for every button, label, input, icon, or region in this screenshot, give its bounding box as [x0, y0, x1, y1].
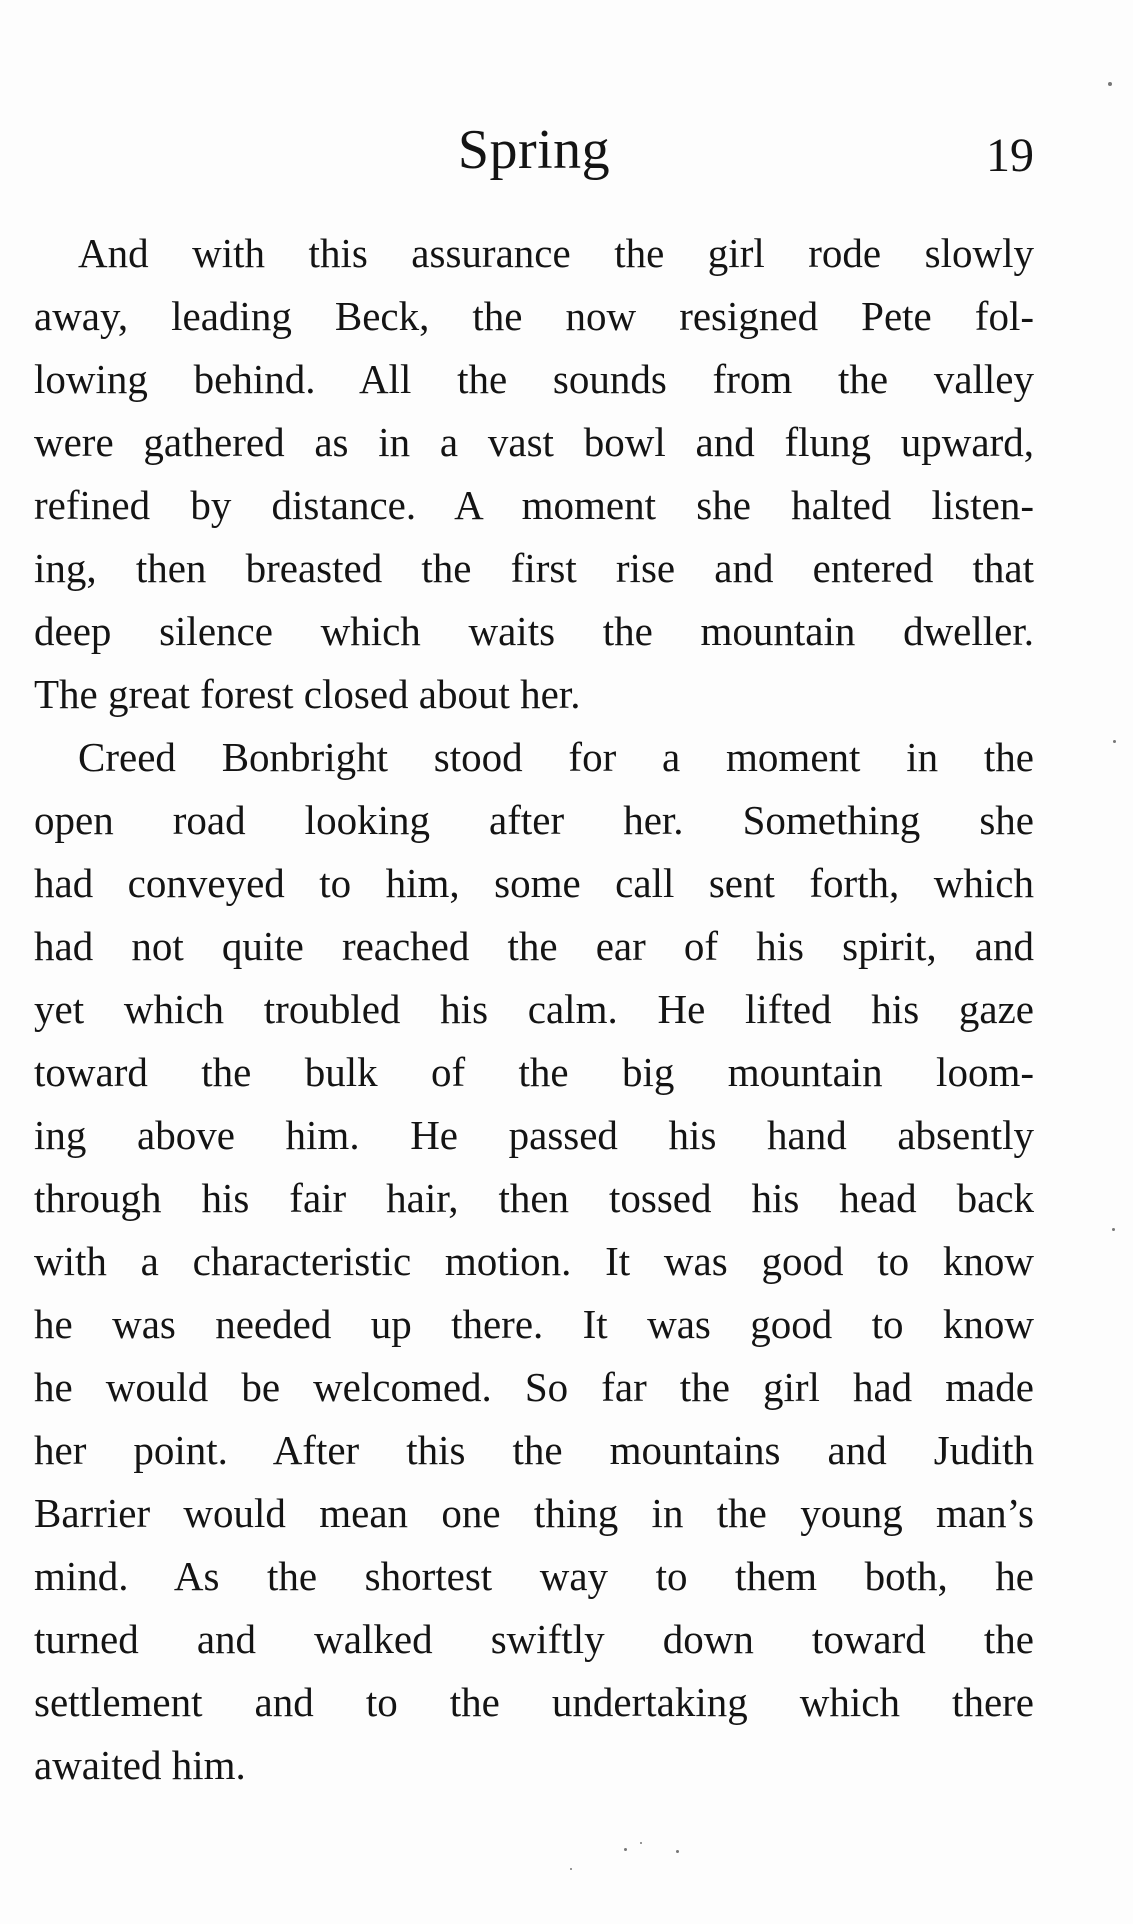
text-line: toward the bulk of the big mountain loom-	[34, 1049, 1034, 1095]
text-line: settlement and to the undertaking which there	[34, 1679, 1034, 1725]
scan-speck	[1108, 82, 1112, 86]
text-line: Barrier would mean one thing in the young man’s	[34, 1490, 1034, 1536]
text-line: had not quite reached the ear of his spirit, and	[34, 923, 1034, 969]
text-line: were gathered as in a vast bowl and flung upward,	[34, 419, 1034, 465]
text-line: turned and walked swiftly down toward the	[34, 1616, 1034, 1662]
text-line: yet which troubled his calm. He lifted his gaze	[34, 986, 1034, 1032]
paragraph-1	[34, 222, 1034, 726]
running-head: Spring	[457, 119, 611, 181]
text-line: with a characteristic motion. It was good to know	[34, 1238, 1034, 1284]
text-line: away, leading Beck, the now resigned Pete fol-	[34, 293, 1034, 339]
text-line: he would be welcomed. So far the girl had made	[34, 1364, 1034, 1410]
page-header	[34, 112, 1034, 188]
text-line: through his fair hair, then tossed his head back	[34, 1175, 1034, 1221]
text-line: And with this assurance the girl rode slowly	[78, 230, 1034, 276]
paragraph-2	[34, 726, 1034, 1797]
text-line: refined by distance. A moment she halted listen-	[34, 482, 1034, 528]
text-line: ing, then breasted the first rise and entered that	[34, 545, 1034, 591]
scan-speck	[570, 1868, 572, 1870]
text-line: had conveyed to him, some call sent forth, which	[34, 860, 1034, 906]
scan-speck	[640, 1842, 642, 1844]
scan-speck	[1113, 740, 1116, 743]
text-line: awaited him.	[34, 1742, 246, 1788]
page-number: 19	[986, 129, 1034, 182]
text-line: ing above him. He passed his hand absently	[34, 1112, 1034, 1158]
text-line: he was needed up there. It was good to know	[34, 1301, 1034, 1347]
text-line: her point. After this the mountains and Judith	[34, 1427, 1034, 1473]
body-text	[34, 222, 1034, 1797]
text-line: The great forest closed about her.	[34, 671, 581, 717]
text-line: deep silence which waits the mountain dweller.	[34, 608, 1034, 654]
text-line: lowing behind. All the sounds from the valley	[34, 356, 1034, 402]
scan-speck	[676, 1850, 679, 1853]
text-line: open road looking after her. Something she	[34, 797, 1034, 843]
text-line: mind. As the shortest way to them both, he	[34, 1553, 1034, 1599]
scan-speck	[624, 1848, 627, 1851]
text-line: Creed Bonbright stood for a moment in the	[78, 734, 1034, 780]
scan-speck	[1112, 1228, 1115, 1231]
